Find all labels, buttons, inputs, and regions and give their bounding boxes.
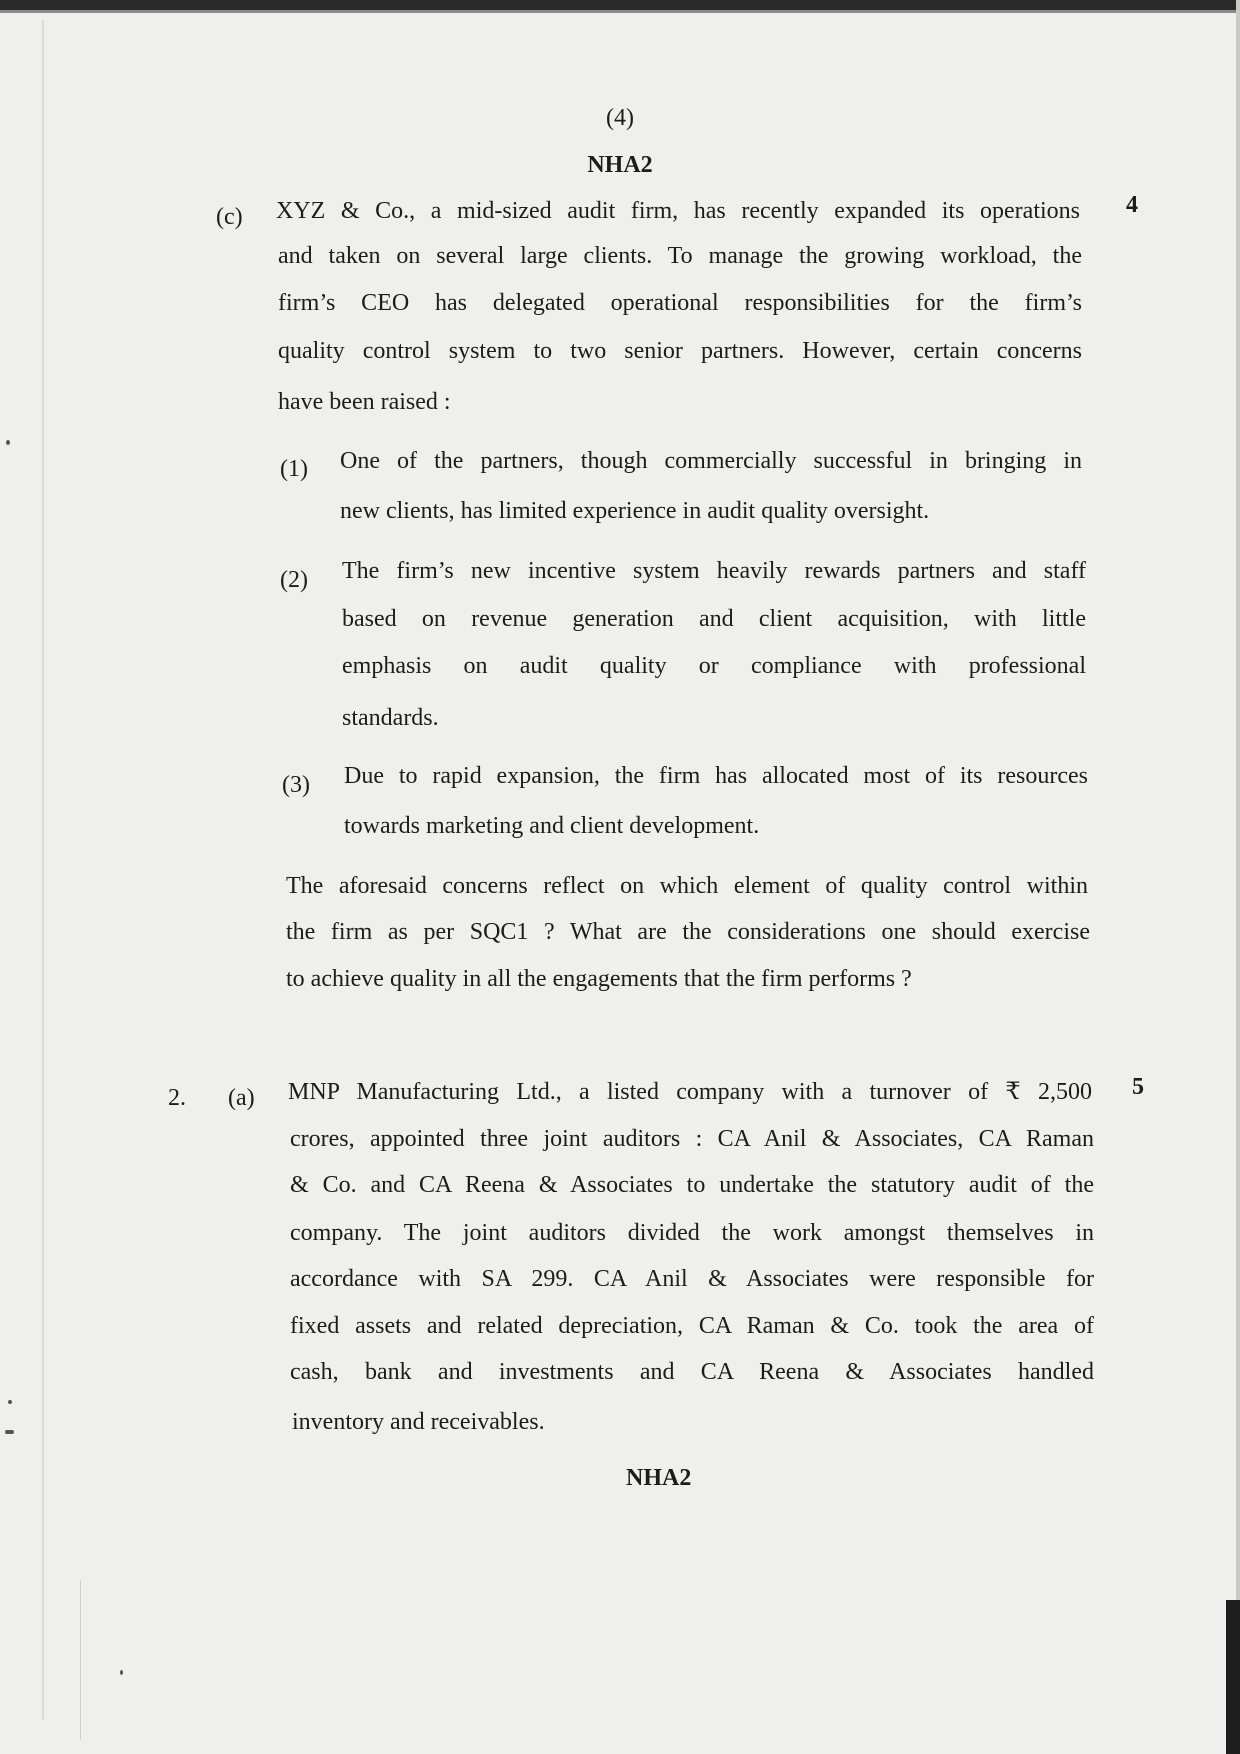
sub-item-number: (2) (280, 567, 308, 593)
sub-item-number: (1) (280, 456, 308, 482)
sub-item-number: (3) (282, 772, 310, 798)
question-2a-line: crores, appointed three joint auditors : CA Anil & Associates, CA Raman (290, 1126, 1094, 1152)
question-2a-line: MNP Manufacturing Ltd., a listed company with a turnover of ₹ 2,500 (288, 1079, 1092, 1105)
question-c-line: firm’s CEO has delegated operational responsibilities for the firm’s (278, 290, 1082, 316)
scan-speck (120, 1670, 123, 1675)
page-fold-line (80, 1580, 81, 1740)
question-c-line: XYZ & Co., a mid-sized audit firm, has recently expanded its operations (276, 198, 1080, 224)
sub-item-line: Due to rapid expansion, the firm has allocated most of its resources (344, 763, 1088, 789)
page-fold-line (42, 20, 44, 1720)
paper-code-bottom: NHA2 (626, 1465, 692, 1491)
sub-item-line: standards. (342, 705, 439, 731)
sub-item-line: based on revenue generation and client acquisition, with little (342, 606, 1086, 632)
sub-item-line: towards marketing and client development. (344, 813, 760, 839)
question-2a-line: & Co. and CA Reena & Associates to undertake the statutory audit of the (290, 1172, 1094, 1198)
question-2a-line: fixed assets and related depreciation, CA Raman & Co. took the area of (290, 1313, 1094, 1339)
question-2a-line: company. The joint auditors divided the work amongst themselves in (290, 1220, 1094, 1246)
sub-item-line: One of the partners, though commercially successful in bringing in (340, 448, 1082, 474)
question-2a-label: (a) (228, 1085, 255, 1111)
question-c-marks: 4 (1126, 192, 1138, 218)
scan-speck (8, 1400, 12, 1404)
sub-item-line: new clients, has limited experience in audit quality oversight. (340, 498, 930, 524)
page-number: (4) (606, 105, 634, 131)
sub-item-line: The firm’s new incentive system heavily rewards partners and staff (342, 558, 1086, 584)
sub-item-line: emphasis on audit quality or compliance with professional (342, 653, 1086, 679)
scan-top-edge (0, 0, 1240, 10)
question-c-line: and taken on several large clients. To manage the growing workload, the (278, 243, 1082, 269)
question-c-line: quality control system to two senior partners. However, certain concerns (278, 338, 1082, 364)
scan-binding-edge (1226, 1600, 1240, 1754)
question-2-number: 2. (168, 1085, 186, 1111)
scan-speck (6, 440, 10, 445)
question-2a-line: accordance with SA 299. CA Anil & Associates were responsible for (290, 1266, 1094, 1292)
scan-speck (5, 1430, 14, 1434)
question-c-closing-line: to achieve quality in all the engagements that the firm performs ? (286, 966, 912, 992)
question-2a-line: inventory and receivables. (292, 1409, 545, 1435)
question-c-line: have been raised : (278, 389, 451, 415)
question-2a-marks: 5 (1132, 1074, 1144, 1100)
question-c-closing-line: the firm as per SQC1 ? What are the considerations one should exercise (286, 919, 1090, 945)
scan-right-edge (1236, 0, 1240, 1754)
scan-top-edge-shadow (0, 10, 1240, 13)
question-c-closing-line: The aforesaid concerns reflect on which element of quality control within (286, 873, 1088, 899)
question-c-label: (c) (216, 204, 243, 230)
question-2a-line: cash, bank and investments and CA Reena & Associates handled (290, 1359, 1094, 1385)
paper-code-top: NHA2 (587, 152, 653, 178)
